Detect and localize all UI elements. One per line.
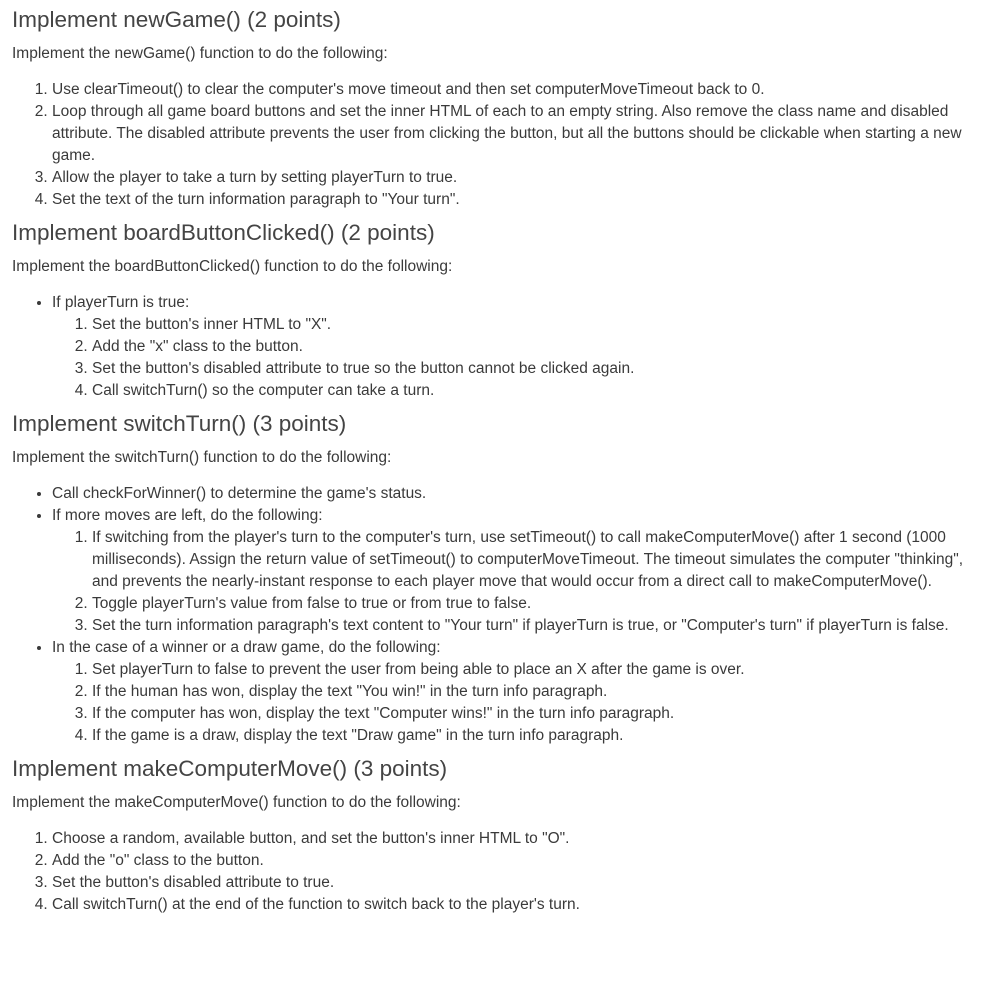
list-item: 3. If the computer has won, display the text "Computer wins!" in the turn info paragraph. — [92, 703, 987, 725]
section-heading: Implement switchTurn() (3 points) — [12, 411, 347, 436]
steps-list — [52, 527, 987, 637]
section-new-game — [12, 4, 987, 211]
section-make-computer-move — [12, 753, 987, 916]
list-item: 1. Choose a random, available button, and set the button's inner HTML to "O". — [52, 828, 987, 850]
bullet-text: In the case of a winner or a draw game, do the following: — [52, 639, 441, 656]
bullet-text: Call checkForWinner() to determine the game's status. — [52, 485, 427, 502]
list-item: 3. Set the turn information paragraph's text content to "Your turn" if playerTurn is true, or "Computer's turn" if playerTurn is false. — [92, 615, 987, 637]
list-item: 1. Use clearTimeout() to clear the computer's move timeout and then set computerMoveTimeout back to 0. — [52, 79, 987, 101]
steps-list — [52, 314, 987, 402]
list-item: 3. Allow the player to take a turn by setting playerTurn to true. — [52, 167, 987, 189]
list-item: 2. Add the "o" class to the button. — [52, 850, 987, 872]
section-intro: Implement the switchTurn() function to do the following: — [12, 449, 392, 466]
section-intro: Implement the boardButtonClicked() function to do the following: — [12, 258, 453, 275]
steps-list — [52, 659, 987, 747]
bullet-item — [52, 483, 987, 505]
section-heading: Implement newGame() (2 points) — [12, 7, 341, 32]
list-item: 1. If switching from the player's turn to the computer's turn, use setTimeout() to call makeComputerMove() after 1 second (1000 milliseconds). Assign the return value of setTimeout() to computerMoveTimeout. The timeout simulates the computer "thinking", and prevents the nearly-instant response to each player move that would occur from a direct call to makeComputerMove(). — [92, 527, 987, 593]
list-item: 4. Call switchTurn() at the end of the function to switch back to the player's turn. — [52, 894, 987, 916]
bullet-item — [52, 292, 987, 402]
list-item: 1. Set the button's inner HTML to "X". — [92, 314, 987, 336]
steps-list — [12, 79, 987, 211]
section-board-button-clicked — [12, 217, 987, 402]
bullet-text: If more moves are left, do the following: — [52, 507, 323, 524]
list-item: 4. Set the text of the turn information paragraph to "Your turn". — [52, 189, 987, 211]
steps-list — [12, 828, 987, 916]
list-item: 3. Set the button's disabled attribute to true so the button cannot be clicked again. — [92, 358, 987, 380]
bullet-text: If playerTurn is true: — [52, 294, 190, 311]
section-heading: Implement makeComputerMove() (3 points) — [12, 756, 448, 781]
section-switch-turn — [12, 408, 987, 747]
list-item: 2. Toggle playerTurn's value from false to true or from true to false. — [92, 593, 987, 615]
list-item: 3. Set the button's disabled attribute to true. — [52, 872, 987, 894]
list-item: 2. Add the "x" class to the button. — [92, 336, 987, 358]
list-item: 2. Loop through all game board buttons and set the inner HTML of each to an empty string. Also remove the class name and disabled attribute. The disabled attribute prevents the user from clicking the button, but all the buttons should be clickable when starting a new game. — [52, 101, 987, 167]
section-intro: Implement the makeComputerMove() function to do the following: — [12, 794, 461, 811]
list-item: 2. If the human has won, display the text "You win!" in the turn info paragraph. — [92, 681, 987, 703]
bullet-list — [12, 292, 987, 402]
list-item: 1. Set playerTurn to false to prevent the user from being able to place an X after the game is over. — [92, 659, 987, 681]
section-heading: Implement boardButtonClicked() (2 points) — [12, 220, 435, 245]
bullet-list — [12, 483, 987, 747]
bullet-item — [52, 637, 987, 747]
list-item: 4. Call switchTurn() so the computer can take a turn. — [92, 380, 987, 402]
list-item: 4. If the game is a draw, display the text "Draw game" in the turn info paragraph. — [92, 725, 987, 747]
section-intro: Implement the newGame() function to do the following: — [12, 45, 388, 62]
bullet-item — [52, 505, 987, 637]
